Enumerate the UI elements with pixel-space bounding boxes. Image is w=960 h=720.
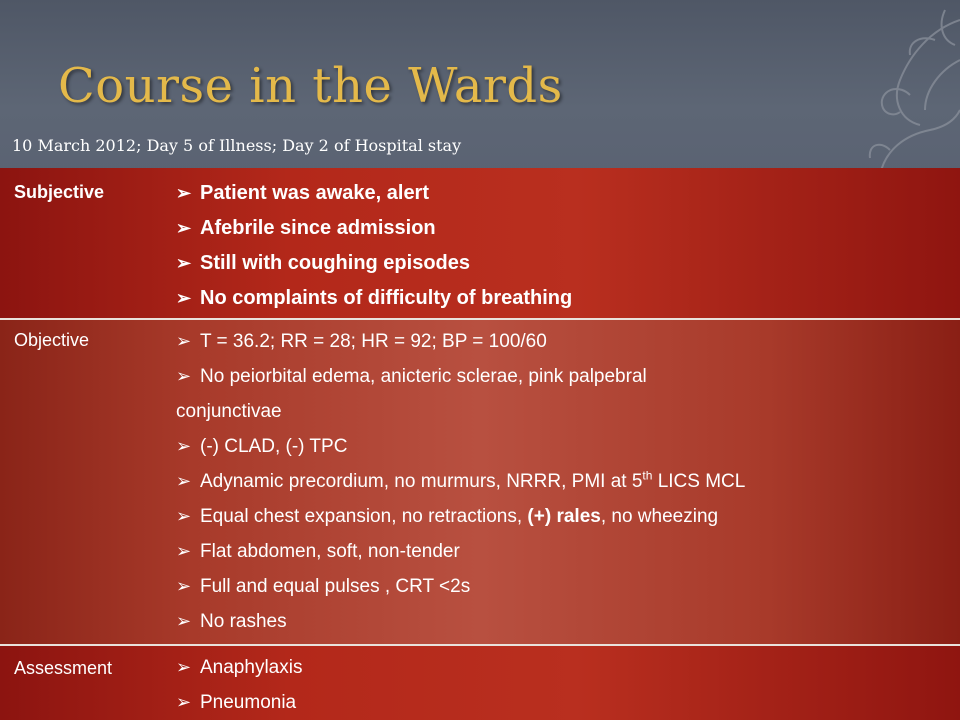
slide-title: Course in the Wards: [58, 58, 563, 114]
arrow-bullet-icon: ➢: [176, 218, 192, 238]
list-item-text: Flat abdomen, soft, non-tender: [200, 541, 460, 562]
subjective-row: [0, 168, 960, 318]
list-item: [176, 604, 952, 639]
arrow-bullet-icon: ➢: [176, 471, 192, 491]
subjective-list: [176, 176, 952, 316]
assessment-list: [176, 650, 952, 720]
subjective-label: Subjective: [14, 182, 105, 202]
arrow-bullet-icon: ➢: [176, 576, 192, 596]
arrow-bullet-icon: ➢: [176, 541, 192, 561]
assessment-label: Assessment: [14, 658, 113, 678]
objective-row: [0, 320, 960, 644]
superscript: th: [642, 468, 653, 483]
arrow-bullet-icon: ➢: [176, 366, 192, 386]
list-item: [176, 211, 952, 246]
floral-ornament-icon: [760, 0, 960, 175]
list-item: [176, 569, 952, 604]
list-item: [176, 246, 952, 281]
list-item: [176, 429, 952, 464]
list-item-text: No rashes: [200, 611, 287, 632]
list-item: [176, 685, 952, 720]
list-item: [176, 650, 952, 685]
list-item: [176, 464, 952, 499]
arrow-bullet-icon: ➢: [176, 288, 192, 308]
list-item: [176, 359, 952, 429]
list-item: [176, 499, 952, 534]
list-item-text: Afebrile since admission: [200, 217, 436, 239]
list-item-text: Adynamic precordium, no murmurs, NRRR, PMI at 5: [200, 471, 643, 492]
arrow-bullet-icon: ➢: [176, 692, 192, 712]
arrow-bullet-icon: ➢: [176, 436, 192, 456]
list-item-text: No complaints of difficulty of breathing: [200, 287, 573, 309]
arrow-bullet-icon: ➢: [176, 183, 192, 203]
arrow-bullet-icon: ➢: [176, 611, 192, 631]
list-item-text-tail: , no wheezing: [600, 506, 719, 527]
arrow-bullet-icon: ➢: [176, 253, 192, 273]
list-item-text-continued: conjunctivae: [176, 401, 282, 422]
arrow-bullet-icon: ➢: [176, 657, 192, 677]
soap-table: [0, 168, 960, 720]
list-item-text: Pneumonia: [200, 692, 297, 713]
list-item-text: Patient was awake, alert: [200, 182, 430, 204]
list-item: [176, 176, 952, 211]
objective-label: Objective: [14, 330, 90, 350]
objective-list: [176, 324, 952, 639]
list-item-text: T = 36.2; RR = 28; HR = 92; BP = 100/60: [200, 331, 547, 352]
arrow-bullet-icon: ➢: [176, 506, 192, 526]
list-item-text-bold: (+) rales: [527, 506, 601, 527]
list-item-text-tail: LICS MCL: [652, 471, 746, 492]
list-item: [176, 324, 952, 359]
list-item-text: Full and equal pulses , CRT <2s: [200, 576, 471, 597]
list-item-text: (-) CLAD, (-) TPC: [200, 436, 348, 457]
list-item: [176, 534, 952, 569]
list-item-text: No peiorbital edema, anicteric sclerae, pink palpebral: [200, 366, 647, 387]
assessment-row: [0, 646, 960, 720]
list-item-text: Anaphylaxis: [200, 657, 303, 678]
list-item: [176, 281, 952, 316]
list-item-text: Equal chest expansion, no retractions,: [200, 506, 528, 527]
slide-subtitle: 10 March 2012; Day 5 of Illness; Day 2 of Hospital stay: [12, 136, 462, 155]
arrow-bullet-icon: ➢: [176, 331, 192, 351]
list-item-text: Still with coughing episodes: [200, 252, 471, 274]
